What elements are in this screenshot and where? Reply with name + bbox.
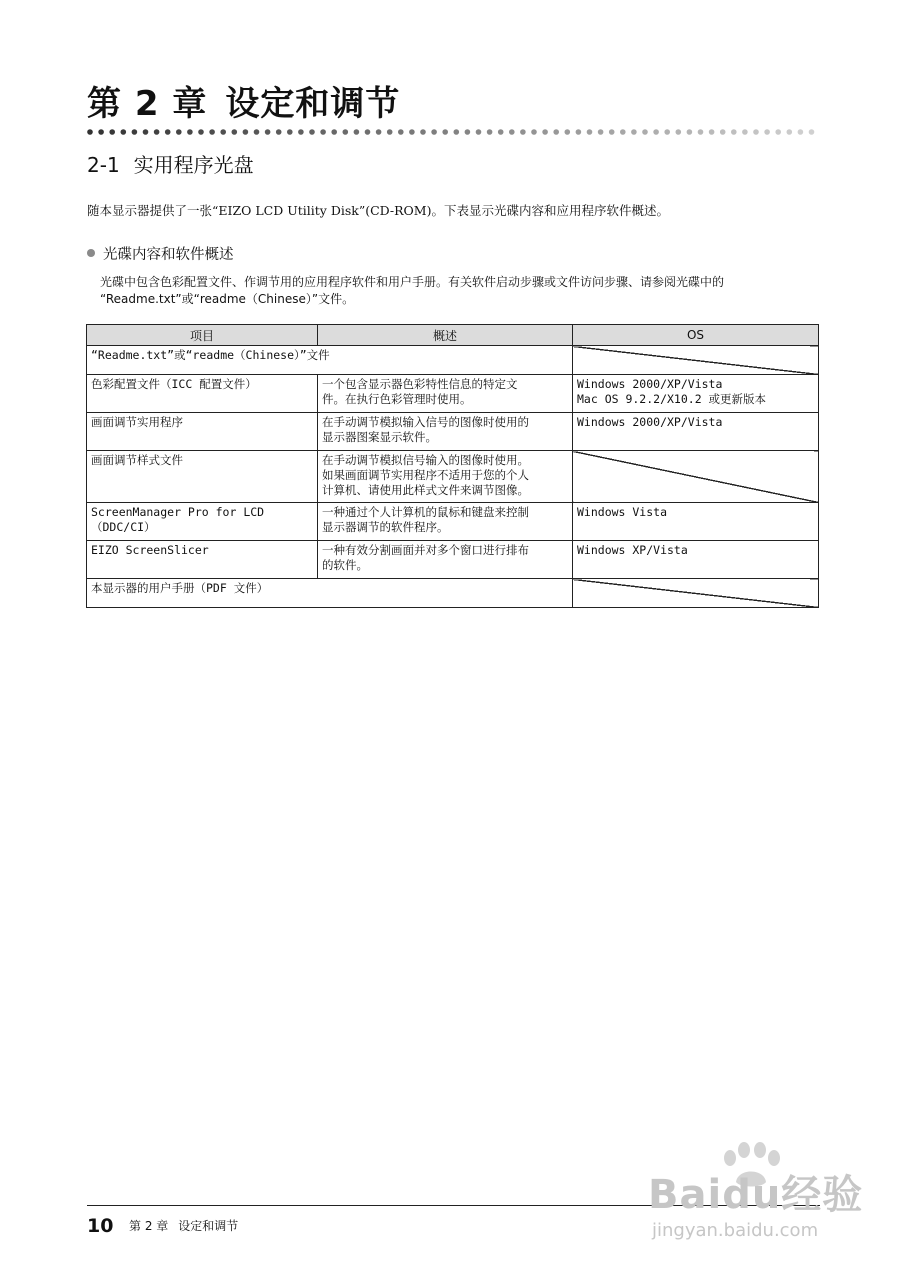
divider-dot (576, 129, 582, 135)
os-cell-line: Windows XP/Vista (577, 543, 688, 557)
divider-dot (565, 129, 571, 135)
os-cell-line: Mac OS 9.2.2/X10.2 或更新版本 (577, 392, 767, 406)
divider-dot (254, 129, 260, 135)
os-cell-line: Windows 2000/XP/Vista (577, 415, 723, 429)
divider-dot (498, 129, 504, 135)
header-item: 项目 (87, 325, 318, 346)
divider-dot (542, 129, 548, 135)
divider-dot (331, 129, 337, 135)
overview-cell-line: 显示器图案显示软件。 (322, 430, 437, 444)
divider-dot (620, 129, 626, 135)
overview-cell (318, 413, 573, 451)
divider-dot (232, 129, 238, 135)
item-cell-line: 本显示器的用户手册（PDF 文件） (91, 581, 269, 595)
divider-dot (198, 129, 204, 135)
divider-dot (320, 129, 326, 135)
footer-chapter (129, 1218, 238, 1234)
item-cell-line: 画面调节实用程序 (91, 415, 183, 429)
divider-dot (265, 129, 271, 135)
divider-dot (442, 129, 448, 135)
footer-chapter-number: 第 2 章 (129, 1219, 169, 1233)
os-cell (573, 375, 819, 413)
divider-dot (420, 129, 426, 135)
table-row (87, 503, 819, 541)
overview-cell-line: 在手动调节模拟输入信号的图像时使用的 (322, 415, 529, 429)
divider-dot (509, 129, 515, 135)
section-number: 2-1 (87, 153, 120, 177)
overview-cell (318, 451, 573, 503)
divider-dot (376, 129, 382, 135)
table-row (87, 346, 819, 375)
item-cell-line: ScreenManager Pro for LCD (91, 505, 265, 519)
divider-dot (387, 129, 393, 135)
subsection-title: 光碟内容和软件概述 (103, 247, 234, 263)
chapter-title (87, 82, 400, 126)
page-number: 10 (87, 1215, 114, 1237)
os-cell-not-applicable (573, 579, 819, 608)
disk-contents-table (86, 324, 819, 608)
table-body (87, 346, 819, 608)
section-title-text: 实用程序光盘 (133, 153, 254, 177)
subsection-description (100, 274, 820, 308)
divider-dot (798, 129, 804, 135)
os-cell (573, 503, 819, 541)
divider-dot (531, 129, 537, 135)
divider-dot (121, 129, 127, 135)
divider-dot (487, 129, 493, 135)
overview-cell-line: 如果画面调节实用程序不适用于您的个人 (322, 468, 529, 482)
watermark (648, 1142, 878, 1262)
divider-dot (132, 129, 138, 135)
divider-dot (343, 129, 349, 135)
item-cell (87, 503, 318, 541)
divider-dot (520, 129, 526, 135)
divider-dot (664, 129, 670, 135)
subsection-heading (87, 244, 234, 266)
divider-dot (709, 129, 715, 135)
item-cell-line: “Readme.txt”或“readme（Chinese）”文件 (91, 348, 330, 362)
description-line: 光碟中包含色彩配置文件、作调节用的应用程序软件和用户手册。有关软件启动步骤或文件访问步骤、请参阅光碟中的 (100, 275, 725, 289)
divider-dot (731, 129, 737, 135)
table-row (87, 375, 819, 413)
bullet-icon (87, 249, 95, 257)
overview-cell-line: 一种有效分割画面并对多个窗口进行排布 (322, 543, 529, 557)
divider-dot (365, 129, 371, 135)
divider-dot (165, 129, 171, 135)
divider-dot (98, 129, 104, 135)
divider-dot (465, 129, 471, 135)
divider-dot (598, 129, 604, 135)
item-cell-line: 画面调节样式文件 (91, 453, 183, 467)
divider-dot (753, 129, 759, 135)
divider-dot (764, 129, 770, 135)
divider-dot (642, 129, 648, 135)
table-header-row (87, 325, 819, 346)
os-cell-not-applicable (573, 346, 819, 375)
divider-dot (787, 129, 793, 135)
item-cell (87, 375, 318, 413)
footer-chapter-title: 设定和调节 (178, 1219, 239, 1233)
divider-dot (298, 129, 304, 135)
divider-dot (809, 129, 815, 135)
overview-cell-line: 一种通过个人计算机的鼠标和键盘来控制 (322, 505, 529, 519)
item-cell-line: （DDC/CI） (91, 520, 156, 534)
divider-dot (143, 129, 149, 135)
item-cell (87, 541, 318, 579)
divider-dot (553, 129, 559, 135)
divider-dot (220, 129, 226, 135)
divider-dot (431, 129, 437, 135)
os-cell (573, 541, 819, 579)
item-cell (87, 346, 573, 375)
divider-dot (775, 129, 781, 135)
divider-dot (609, 129, 615, 135)
watermark-logo-text: Baidu经验 (648, 1172, 864, 1218)
divider-dot (287, 129, 293, 135)
divider-dot (243, 129, 249, 135)
header-overview: 概述 (318, 325, 573, 346)
divider-dot (187, 129, 193, 135)
header-os: OS (573, 325, 819, 346)
overview-cell (318, 375, 573, 413)
overview-cell-line: 的软件。 (322, 558, 368, 572)
overview-cell-line: 在手动调节模拟信号输入的图像时使用。 (322, 453, 529, 467)
divider-dot (687, 129, 693, 135)
overview-cell-line: 计算机、请使用此样式文件来调节图像。 (322, 483, 529, 497)
divider-dot (398, 129, 404, 135)
section-title (87, 151, 254, 179)
os-cell-line: Windows Vista (577, 505, 668, 519)
chapter-number: 第 2 章 (87, 84, 208, 124)
divider-dot (276, 129, 282, 135)
table-row (87, 579, 819, 608)
overview-cell-line: 一个包含显示器色彩特性信息的特定文 (322, 377, 518, 391)
divider-dot (653, 129, 659, 135)
watermark-url: jingyan.baidu.com (652, 1220, 819, 1241)
item-cell (87, 451, 318, 503)
divider-dot (631, 129, 637, 135)
chapter-title-text: 设定和调节 (225, 84, 401, 124)
dotted-divider (87, 126, 821, 138)
overview-cell (318, 541, 573, 579)
overview-cell-line: 件。在执行色彩管理时使用。 (322, 392, 472, 406)
divider-dot (698, 129, 704, 135)
os-cell (573, 413, 819, 451)
divider-dot (109, 129, 115, 135)
item-cell (87, 413, 318, 451)
divider-dot (87, 129, 93, 135)
divider-dot (454, 129, 460, 135)
overview-cell (318, 503, 573, 541)
table-row (87, 413, 819, 451)
description-line: “Readme.txt”或“readme（Chinese）”文件。 (100, 292, 355, 306)
divider-dot (209, 129, 215, 135)
item-cell-line: EIZO ScreenSlicer (91, 543, 209, 557)
intro-paragraph: 随本显示器提供了一张“EIZO LCD Utility Disk”(CD-ROM)。下表显示光碟内容和应用程序软件概述。 (87, 203, 669, 218)
divider-dot (476, 129, 482, 135)
divider-dot (409, 129, 415, 135)
item-cell-line: 色彩配置文件（ICC 配置文件） (91, 377, 257, 391)
divider-dot (176, 129, 182, 135)
item-cell (87, 579, 573, 608)
overview-cell-line: 显示器调节的软件程序。 (322, 520, 449, 534)
divider-dot (720, 129, 726, 135)
divider-dot (354, 129, 360, 135)
table-row (87, 451, 819, 503)
os-cell-not-applicable (573, 451, 819, 503)
os-cell-line: Windows 2000/XP/Vista (577, 377, 723, 391)
divider-dot (309, 129, 315, 135)
divider-dot (587, 129, 593, 135)
divider-dot (676, 129, 682, 135)
divider-dot (154, 129, 160, 135)
table-row (87, 541, 819, 579)
divider-dot (742, 129, 748, 135)
